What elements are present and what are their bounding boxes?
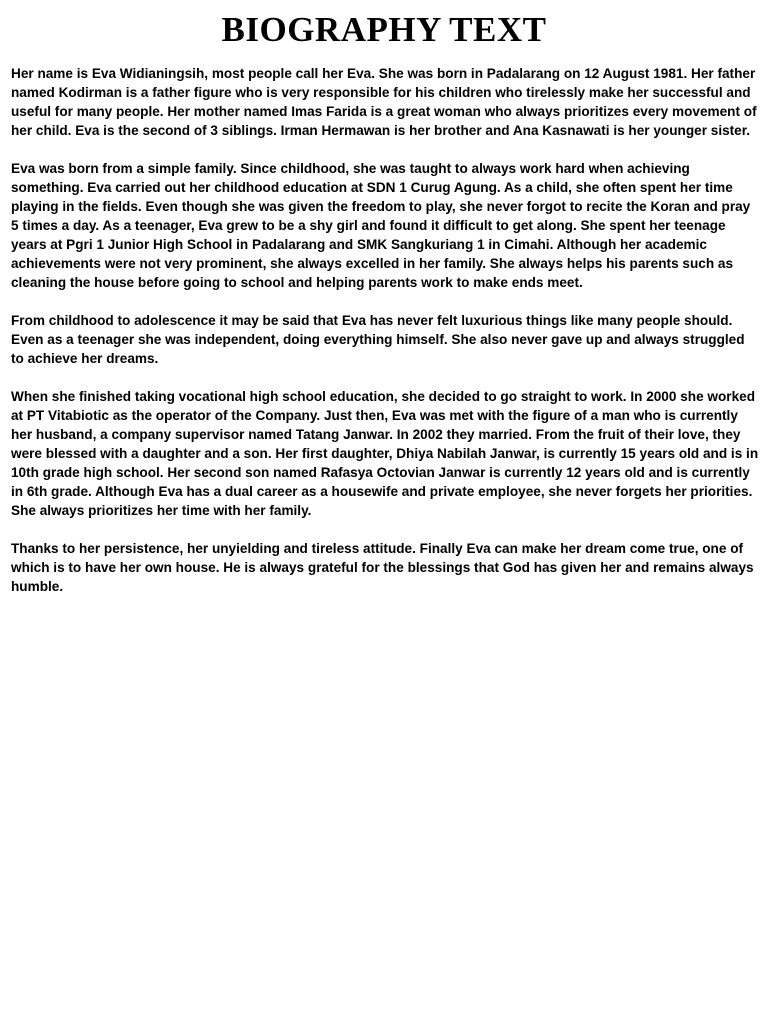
document-body: [11, 64, 759, 615]
document-title: BIOGRAPHY TEXT: [221, 10, 547, 49]
paragraph-4: When she finished taking vocational high school education, she decided to go straight to work. In 2000 she worked at PT Vitabiotic as the operator of the Company. Just then, Eva was met with the figure of a man who is currently her husband, a company supervisor named Tatang Janwar. In 2002 they married. From the fruit of their love, they were blessed with a daughter and a son. Her first daughter, Dhiya Nabilah Janwar, is currently 15 years old and is in 10th grade high school. Her second son named Rafasya Octovian Janwar is currently 12 years old and is currently in 6th grade. Although Eva has a dual career as a housewife and private employee, she never forgets her priorities. She always prioritizes her time with her family.: [11, 389, 759, 518]
paragraph-2: Eva was born from a simple family. Since childhood, she was taught to always work hard when achieving something. Eva carried out her childhood education at SDN 1 Curug Agung. As a child, she often spent her time playing in the fields. Even though she was given the freedom to play, she never forgot to recite the Koran and pray 5 times a day. As a teenager, Eva grew to be a shy girl and found it difficult to get along. She spent her teenage years at Pgri 1 Junior High School in Padalarang and SMK Sangkuriang 1 in Cimahi. Although her academic achievements were not very prominent, she always excelled in her family. She always helps his parents such as cleaning the house before going to school and helping parents work to make ends meet.: [11, 161, 751, 290]
paragraph-5: Thanks to her persistence, her unyielding and tireless attitude. Finally Eva can make her dream come true, one of which is to have her own house. He is always grateful for the blessings that God has given her and remains always humble.: [11, 541, 754, 594]
paragraph-3: From childhood to adolescence it may be said that Eva has never felt luxurious things like many people should. Even as a teenager she was independent, doing everything himself. She also never gave up and always struggled to achieve her dreams.: [11, 313, 745, 366]
paragraph-1: Her name is Eva Widianingsih, most people call her Eva. She was born in Padalarang on 12 August 1981. Her father named Kodirman is a father figure who is very responsible for his children who tirelessly make her successful and useful for many people. Her mother named Imas Farida is a great woman who always prioritizes every movement of her child. Eva is the second of 3 siblings. Irman Hermawan is her brother and Ana Kasnawati is her younger sister.: [11, 66, 757, 138]
